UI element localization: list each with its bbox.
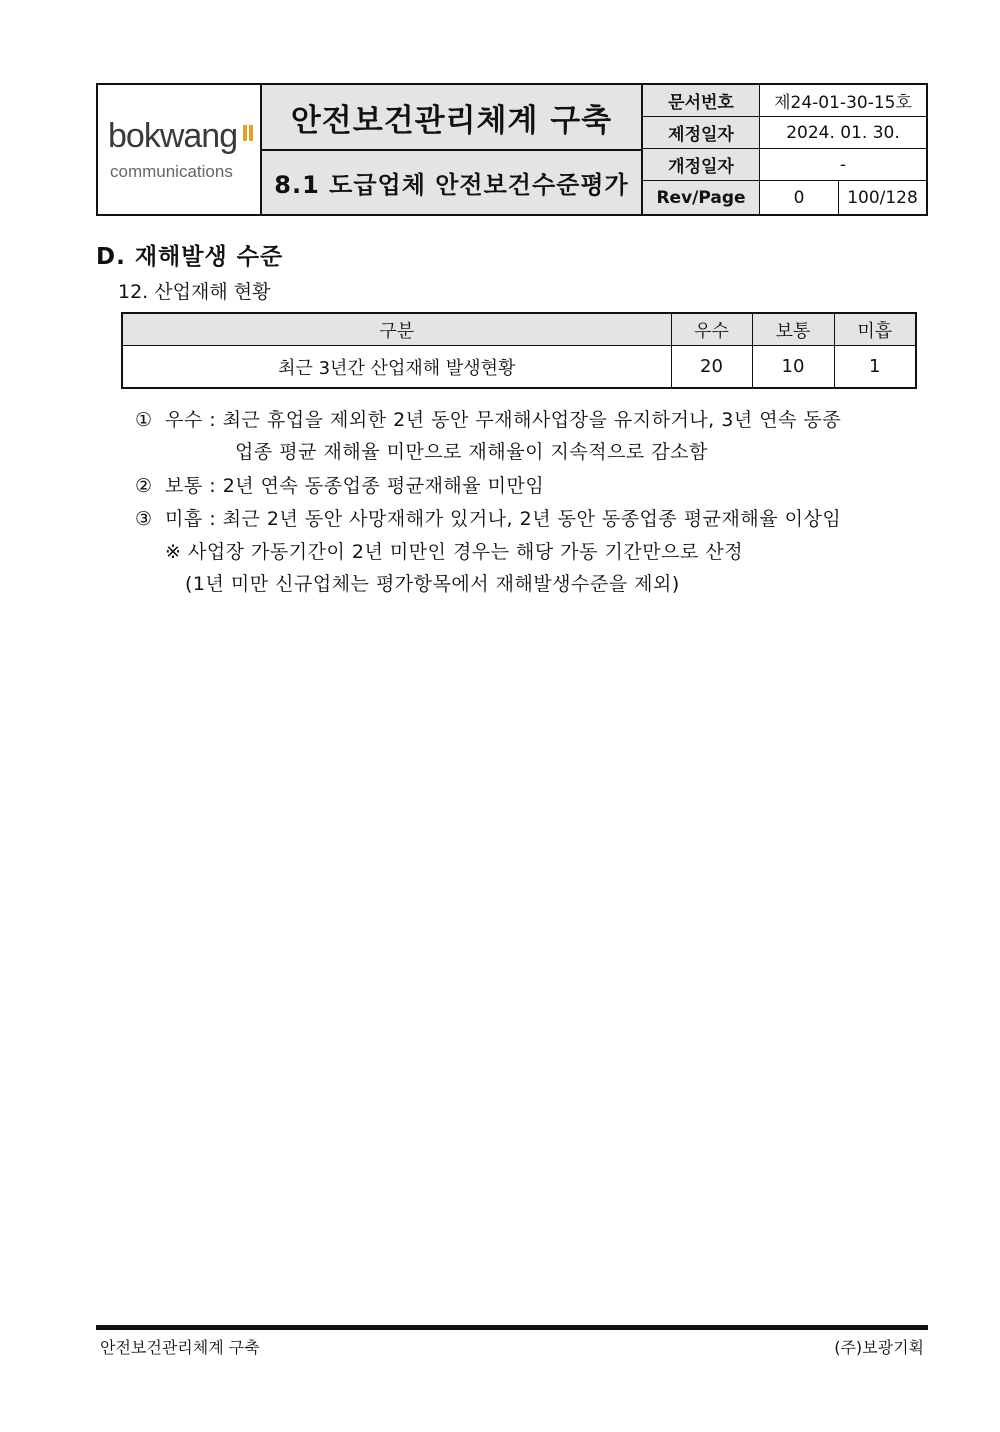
table-row: [122, 346, 916, 389]
footer-company-name: (주)보광기획: [834, 1338, 924, 1357]
logo-subtext: communications: [110, 162, 233, 181]
meta-label: Rev/Page: [643, 181, 760, 214]
meta-label: 문서번호: [643, 85, 760, 116]
logo-accent-bars-icon: [243, 125, 253, 141]
note-excellent-continued: 업종 평균 재해율 미만으로 재해율이 지속적으로 감소함: [235, 441, 708, 463]
note-remark-exclusion: (1년 미만 신규업체는 평가항목에서 재해발생수준을 제외): [185, 573, 680, 595]
table-header-row: [122, 313, 916, 346]
table-cell: 20: [671, 346, 752, 389]
note-excellent: [135, 405, 841, 432]
document-header: [96, 83, 928, 216]
meta-row-rev-page: [643, 181, 926, 214]
footer-divider: [96, 1325, 928, 1330]
subsection-title: 12. 산업재해 현황: [118, 281, 271, 303]
meta-label: 개정일자: [643, 149, 760, 180]
section-title: D. 재해발생 수준: [96, 244, 284, 270]
meta-row-established-date: [643, 117, 926, 149]
document-subtitle: 8.1 도급업체 안전보건수준평가: [262, 151, 643, 214]
document-meta-table: [643, 85, 926, 214]
circled-number-1-icon: ①: [135, 409, 153, 431]
accident-rating-table: [121, 312, 917, 389]
circled-number-3-icon: ③: [135, 508, 153, 530]
table-header-cell: 미흡: [834, 313, 916, 346]
table-cell: 최근 3년간 산업재해 발생현황: [122, 346, 671, 389]
meta-row-doc-number: [643, 85, 926, 117]
note-text: 우수 : 최근 휴업을 제외한 2년 동안 무재해사업장을 유지하거나, 3년 연속 동종: [165, 409, 842, 431]
meta-rev-value: 0: [760, 181, 839, 214]
meta-value: -: [839, 154, 847, 175]
table-cell: 1: [834, 346, 916, 389]
meta-value: 2024. 01. 30.: [786, 122, 900, 143]
table-header-cell: 우수: [671, 313, 752, 346]
meta-value: 제24-01-30-15호: [774, 93, 912, 113]
company-logo: [98, 85, 262, 214]
table-cell: 10: [752, 346, 834, 389]
note-text: 미흡 : 최근 2년 동안 사망재해가 있거나, 2년 동안 동종업종 평균재해율 이상임: [165, 508, 842, 530]
document-title: 안전보건관리체계 구축: [262, 85, 643, 151]
logo-wordmark: bokwang: [108, 117, 238, 155]
footer-document-title: 안전보건관리체계 구축: [100, 1338, 260, 1357]
note-remark: ※ 사업장 가동기간이 2년 미만인 경우는 해당 가동 기간만으로 산정: [165, 541, 744, 563]
note-text: 보통 : 2년 연속 동종업종 평균재해율 미만임: [165, 475, 545, 497]
note-poor: [135, 504, 841, 531]
meta-page-value: 100/128: [847, 187, 918, 208]
table-header-cell: 구분: [122, 313, 671, 346]
meta-row-revised-date: [643, 149, 926, 181]
table-header-cell: 보통: [752, 313, 834, 346]
meta-label: 제정일자: [643, 117, 760, 148]
note-average: [135, 471, 544, 498]
circled-number-2-icon: ②: [135, 475, 153, 497]
